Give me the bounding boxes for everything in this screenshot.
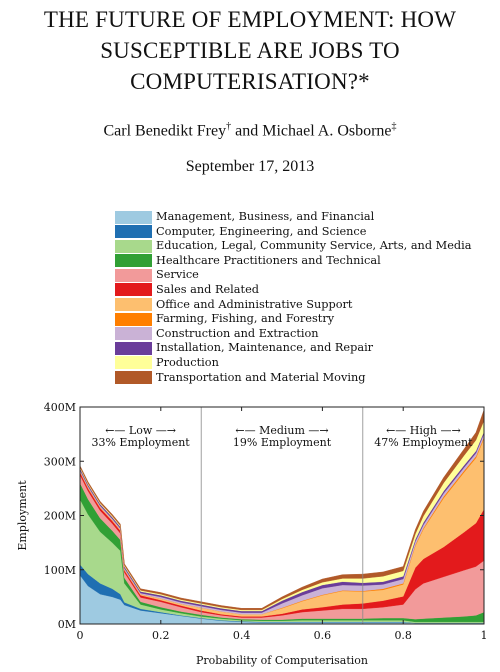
author-1-mark: † [226,121,232,132]
author-2-mark: ‡ [391,121,397,132]
legend-label: Management, Business, and Financial [156,210,375,223]
paper-date: September 17, 2013 [185,158,315,175]
author-2: Michael A. Osborne [262,122,392,140]
title-line: THE FUTURE OF EMPLOYMENT: HOW [43,7,457,32]
y-tick-label: 300M [43,455,76,469]
x-tick-label: 0.4 [232,629,251,642]
y-tick-label: 200M [43,509,76,523]
region-employment: 19% Employment [232,436,332,449]
author-separator: and [231,122,263,140]
legend-label: Computer, Engineering, and Science [156,224,367,238]
x-axis-label: Probability of Computerisation [196,654,368,667]
x-tick-label: 0.2 [152,629,170,642]
title-line: COMPUTERISATION?* [130,69,370,94]
y-tick-label: 400M [43,401,76,414]
legend-label: Healthcare Practitioners and Technical [156,253,381,267]
author-1: Carl Benedikt Frey [103,122,227,140]
legend-label: Farming, Fishing, and Forestry [156,312,335,326]
region-label: ←— High —→ [386,424,461,437]
region-employment: 33% Employment [91,436,190,449]
legend-label: Education, Legal, Community Service, Arts, and Media [156,239,472,253]
legend-label: Installation, Maintenance, and Repair [156,341,374,355]
x-tick-label: 1 [480,629,488,642]
legend-label: Service [156,268,199,282]
y-tick-label: 100M [43,563,76,577]
y-tick-label: 0M [57,618,76,631]
region-label: ←— Low —→ [105,424,176,437]
legend-label: Construction and Extraction [156,326,319,340]
x-tick-label: 0 [76,629,84,642]
x-tick-label: 0.8 [394,629,412,642]
title-line: SUSCEPTIBLE ARE JOBS TO [100,38,400,63]
legend-label: Transportation and Material Moving [156,370,366,384]
legend-label: Office and Administrative Support [156,297,353,311]
y-axis-label: Employment [16,480,29,551]
legend-label: Production [156,355,219,369]
region-label: ←— Medium —→ [235,424,329,437]
region-employment: 47% Employment [374,436,473,449]
legend-label: Sales and Related [156,282,259,296]
x-tick-label: 0.6 [313,629,332,642]
